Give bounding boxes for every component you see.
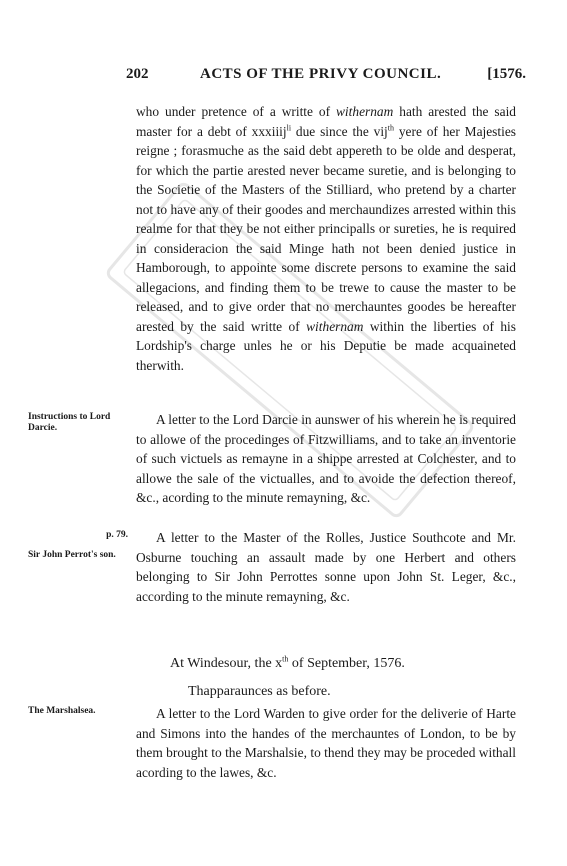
margin-note-perrot: Sir John Perrot's son. xyxy=(28,550,116,560)
attendance-line: Thapparaunces as before. xyxy=(188,684,331,699)
margin-note-marshalsea: The Marshalsea. xyxy=(28,706,96,716)
paragraph-marshalsea: A letter to the Lord Warden to give order for the deliverie of Harte and Simons into the handes of the merchauntes of London, to be by them brought to the Marshalsie, to thend they may be proceded withall acording to the lawes, &c. xyxy=(136,706,516,780)
margin-page-ref: p. 79. xyxy=(106,530,128,540)
italic-term: withernam xyxy=(336,104,394,119)
page-number: 202 xyxy=(126,66,149,82)
paragraph-perrot: A letter to the Master of the Rolles, Justice Southcote and Mr. Osburne touching an assault made by one Herbert and others belonging to Sir John Perrottes sonne upon John St. Leger, &c., according to the minute remayning, &c. xyxy=(136,530,516,604)
paragraph-stilliard: who under pretence of a writte of withernam hath arested the said master for a debt of xxxiiij$^{li}$ due since the vij$^{th}$ yere of her Majesties reigne ; forasmuche as the said debt appereth to be olde and desperat, for which the partie arested never became suretie, and is belonging to the Societie of the Masters of the Stilliard, who pretend by a charter not to have any of their goodes and merchaundizes arrested within this realme for that they be not either principalls or sureties, he is required in consideracion the said Minge hath not been denied justice in Hamborough, to appointe some discrete persons to examine the said allegacions, and finding them to be trewe to cause the master to be released, and to give order that no merchauntes goodes be hereafter arested by the said writte of withernam within the liberties of his Lordship's charge unles he or his Deputie be made acquaineted therwith. xyxy=(136,104,516,373)
running-header xyxy=(126,66,526,88)
paragraph-darcie: A letter to the Lord Darcie in aunswer of his wherein he is required to allowe of the procedinges of Fitzwilliams, and to take an inventorie of such victuels as remayne in a shippe arrested at Colchester, and to allowe the sale of the victualles, and to avoide the defection thereof, &c., acording to the minute remayning, &c. xyxy=(136,412,516,505)
margin-note-darcie: Instructions to Lord Darcie. xyxy=(28,412,111,433)
header-year: [1576. xyxy=(487,66,526,82)
meeting-heading: At Windesour, the $x^{th}$ of September, 1576. xyxy=(170,654,405,671)
italic-term: withernam xyxy=(306,318,364,334)
running-title: ACTS OF THE PRIVY COUNCIL. xyxy=(200,66,442,82)
